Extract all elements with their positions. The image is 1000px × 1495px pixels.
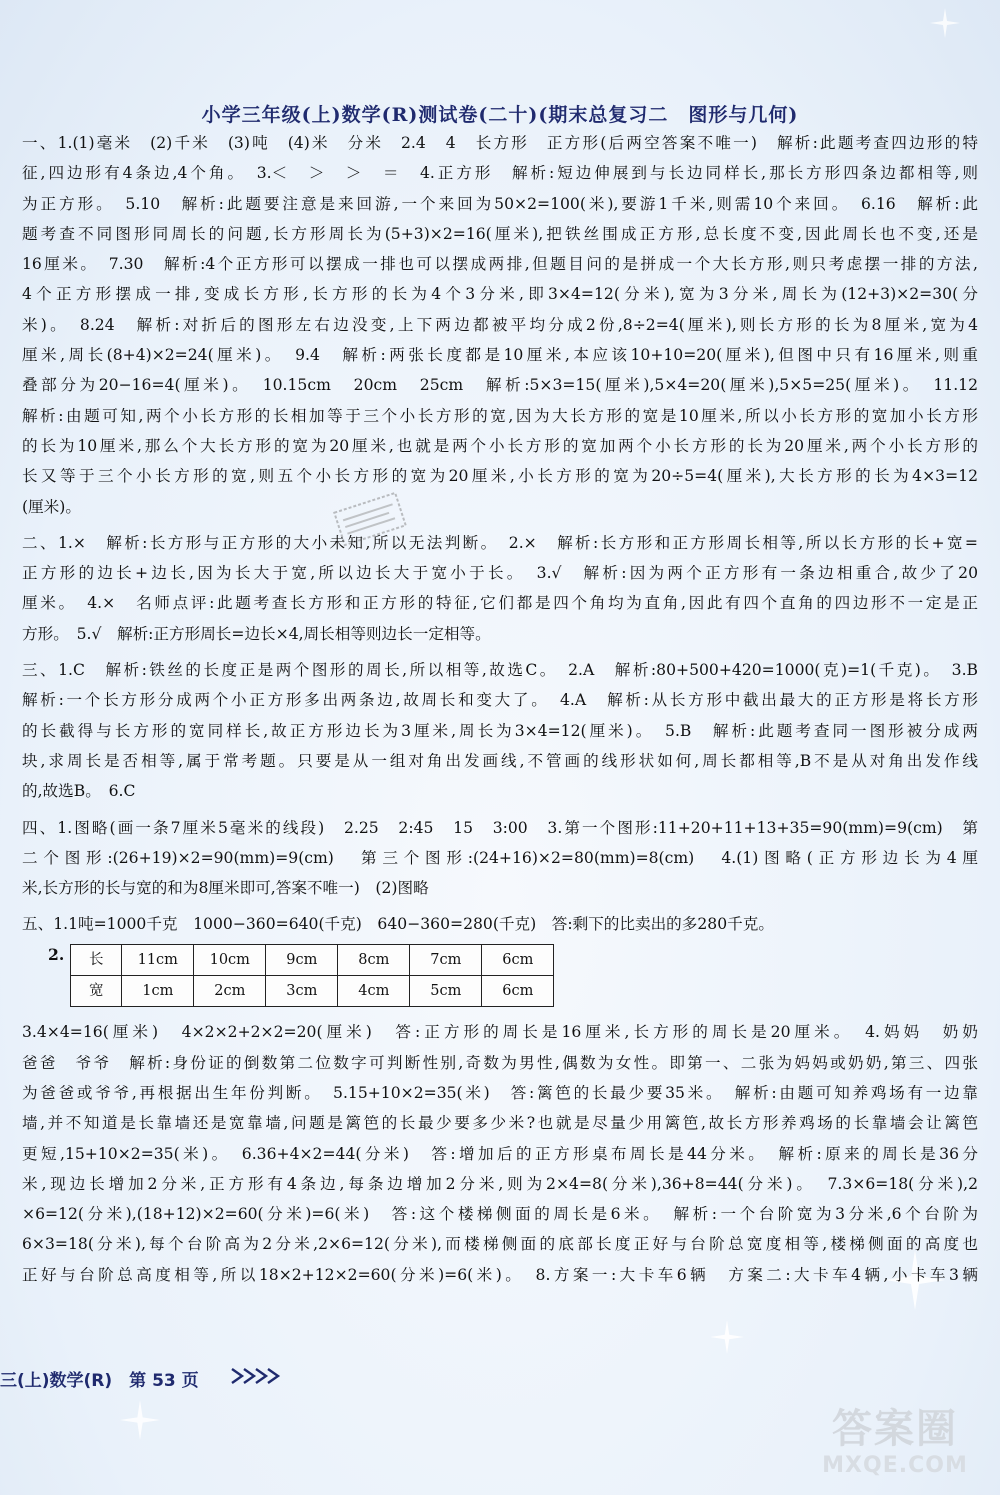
table-cell: 8cm [338,944,410,975]
section-1 [22,128,978,522]
text-line: 的,故选B。 6.C [22,782,136,801]
text-line: 二、1.× 解析:长方形与正方形的大小未知,所以无法判断。 2.× 解析:长方形和正方形周长相等,所以长方形的长+宽= [22,533,978,552]
text-line: 三、1.C 解析:铁丝的长度正是两个图形的周长,所以相等,故选C。 2.A 解析:80+500+420=1000(克)=1(千克)。 3.B [22,661,978,680]
section-5 [22,909,978,1290]
text-line: 3.4×4=16(厘米) 4×2×2+2×2=20(厘米) 答:正方形的周长是16厘米,长方形的周长是20厘米。 4.妈妈 奶奶 [22,1023,978,1042]
text-line: 爸爸 爷爷 解析:身份证的倒数第二位数字可判断性别,奇数为男性,偶数为女性。即第一、二张为妈妈或奶奶,第三、四张 [22,1053,978,1072]
text-line: 的长截得与长方形的宽同样长,故正方形边长为3厘米,周长为3×4=12(厘米)。 5.B 解析:此题考查同一图形被分成两 [22,721,978,740]
watermark-text: 答案圈 [832,1406,958,1452]
page-title: 小学三年级(上)数学(R)测试卷(二十)(期末总复习二 图形与几何) [201,104,799,126]
text-line: 方形。 5.√ 解析:正方形周长=边长×4,周长相等则边长一定相等。 [22,624,491,643]
table-cell: 1cm [122,976,194,1007]
text-line: 为爸爸或爷爷,再根据出生年份判断。 5.15+10×2=35(米) 答:篱笆的长最少要35米。 解析:由题可知养鸡场有一边靠 [22,1083,978,1102]
length-width-table-block [48,944,978,1008]
sparkle-icon [930,8,960,38]
table-cell: 3cm [266,976,338,1007]
text-line: 米,长方形的长与宽的和为8厘米即可,答案不唯一) (2)图略 [22,879,429,898]
text-line: 4个正方形摆成一排,变成长方形,长方形的长为4个3分米,即3×4=12(分米),宽为3分米,周长为(12+3)×2=30(分 [22,285,978,304]
page-footer [0,1360,300,1394]
table-cell: 5cm [410,976,482,1007]
text-line: 米,现边长增加2分米,正方形有4条边,每条边增加2分米,则为2×4=8(分米),36+8=44(分米)。 7.3×6=18(分米),2 [22,1174,978,1193]
text-line: (厘米)。 [22,497,81,516]
text-line: 征,四边形有4条边,4个角。 3.＜ ＞ ＞ ＝ 4.正方形 解析:短边伸展到与长边同样长,那长方形四条边都相等,则 [22,164,978,183]
text-line: 米)。 8.24 解析:对折后的图形左右边没变,上下两边都被平均分成2份,8÷2=4(厘米),则长方形的长为8厘米,宽为4 [22,315,978,334]
table-cell: 6cm [482,944,554,975]
table-row [71,944,554,975]
text-line: ×6=12(分米),(18+12)×2=60(分米)=6(米) 答:这个楼梯侧面的周长是6米。 解析:一个台阶宽为3分米,6个台阶为 [22,1205,978,1224]
text-line: 叠部分为20−16=4(厘米)。 10.15cm 20cm 25cm 解析:5×3=15(厘米),5×4=20(厘米),5×5=25(厘米)。 11.12 [22,376,978,395]
table-cell: 11cm [122,944,194,975]
text-line: 一、1.(1)毫米 (2)千米 (3)吨 (4)米 分米 2.4 4 长方形 正方形(后两空答案不唯一) 解析:此题考查四边形的特 [22,134,978,152]
text-line: 块,求周长是否相等,属于常考题。只要是从一组对角出发画线,不管画的线形状如何,周长都相等,B不是从对角出发作线 [22,751,978,770]
section-3 [22,655,978,806]
text-line: 解析:由题可知,两个小长方形的长相加等于三个小长方形的宽,因为大长方形的宽是10厘米,所以小长方形的宽加小长方形 [22,406,978,425]
text-line: 更短,15+10×2=35(米)。 6.36+4×2=44(分米) 答:增加后的正方形桌布周长是44分米。 解析:原来的周长是36分 [22,1144,978,1163]
text-line: 四、1.图略(画一条7厘米5毫米的线段) 2.25 2:45 15 3:00 3.第一个图形:11+20+11+13+35=90(mm)=9(cm) 第 [22,818,978,837]
text-line: 为正方形。 5.10 解析:此题要注意是来回游,一个来回为50×2=100(米),要游1千米,则需10个来回。 6.16 解析:此 [22,194,978,213]
text-line: 厘米。 4.× 名师点评:此题考查长方形和正方形的特征,它们都是四个角均为直角,因此有四个直角的四边形不一定是正 [22,594,978,613]
section-2 [22,528,978,649]
answer-body [22,128,978,1290]
table-cell: 9cm [266,944,338,975]
table-cell: 10cm [194,944,266,975]
watermark-logo [810,1405,980,1485]
table-row [71,976,554,1007]
text-line: 二个图形:(26+19)×2=90(mm)=9(cm) 第三个图形:(24+16)×2=80(mm)=8(cm) 4.(1)图略(正方形边长为4厘 [22,848,978,867]
text-line: 16厘米。 7.30 解析:4个正方形可以摆成一排也可以摆成两排,但题目问的是拼成一个大长方形,则只考虑摆一排的方法, [22,255,978,274]
section-4 [22,813,978,904]
text-line: 厘米,周长(8+4)×2=24(厘米)。 9.4 解析:两张长度都是10厘米,本应该10+10=20(厘米),但图中只有16厘米,则重 [22,346,978,365]
text-line: 五、1.1吨=1000千克 1000−360=640(千克) 640−360=280(千克) 答:剩下的比卖出的多280千克。 [22,915,774,934]
table-cell: 6cm [482,976,554,1007]
text-line: 解析:一个长方形分成两个小正方形多出两条边,故周长和变大了。 4.A 解析:从长方形中截出最大的正方形是将长方形 [22,691,978,710]
sparkle-icon [120,1400,160,1440]
text-line: 正方形的边长+边长,因为长大于宽,所以边长大于宽小于长。 3.√ 解析:因为两个正方形有一条边相重合,故少了20 [22,564,978,583]
table-cell: 4cm [338,976,410,1007]
table-cell: 2cm [194,976,266,1007]
text-line: 的长为10厘米,那么个大长方形的宽为20厘米,也就是两个小长方形的宽加两个小长方形的长为20厘米,两个小长方形的 [22,436,978,455]
text-line: 长又等于三个小长方形的宽,则五个小长方形的宽为20厘米,小长方形的宽为20÷5=4(厘米),大长方形的长为4×3=12 [22,467,978,486]
text-line: 墙,并不知道是长靠墙还是宽靠墙,问题是篱笆的长最少要多少米?也就是尽量少用篱笆,故长方形养鸡场的长靠墙会让篱笆 [22,1114,978,1133]
row-header: 长 [71,944,122,975]
row-header: 宽 [71,976,122,1007]
watermark-url: MXQE.COM [822,1453,968,1478]
text-line: 6×3=18(分米),每个台阶高为2分米,2×6=12(分米),而楼梯侧面的底部长度正好与台阶总宽度相等,楼梯侧面的高度也 [22,1235,978,1254]
sparkle-icon [710,1320,744,1354]
text-line: 正好与台阶总高度相等,所以18×2+12×2=60(分米)=6(米)。 8.方案一:大卡车6辆 方案二:大卡车4辆,小卡车3辆 [22,1265,978,1284]
length-width-table [70,944,554,1008]
arrows-decoration-icon [230,1366,290,1386]
table-cell: 7cm [410,944,482,975]
text-line: 题考查不同图形同周长的问题,长方形周长为(5+3)×2=16(厘米),把铁丝围成正方形,总长度不变,因此周长也不变,还是 [22,224,978,243]
page-number: 三(上)数学(R) 第 53 页 [0,1371,199,1391]
question-number: 2. [48,944,65,964]
